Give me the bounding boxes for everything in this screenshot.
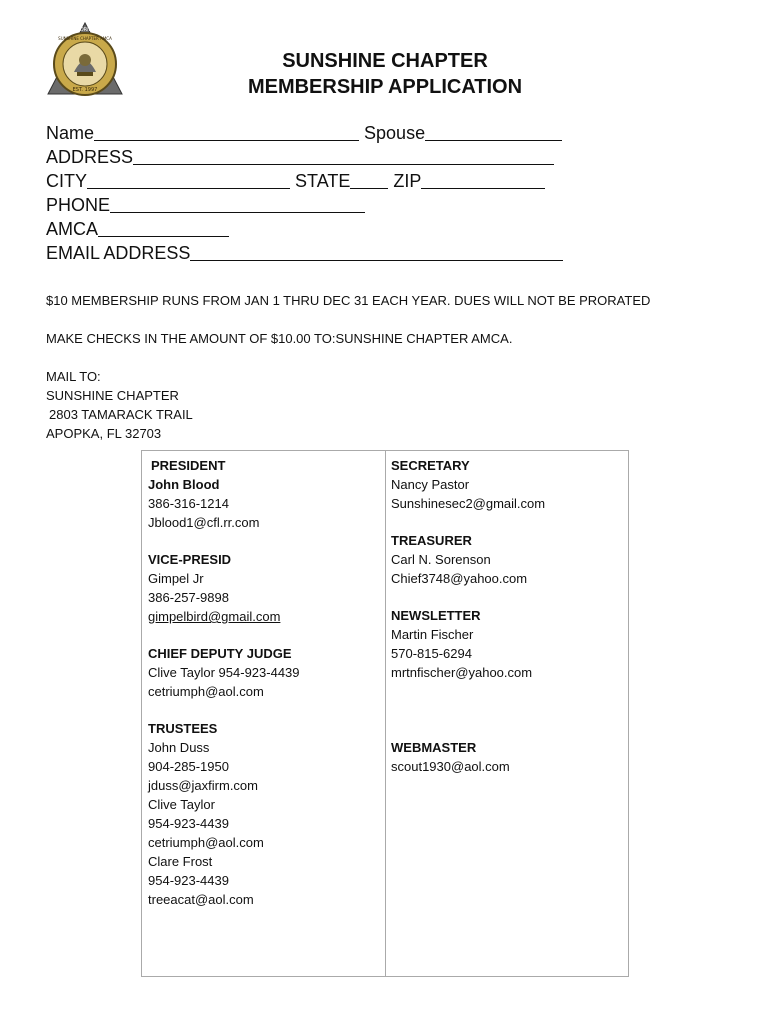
trustee-line: 954-923-4439 [148,816,229,831]
page-title: SUNSHINE CHAPTER [282,50,488,72]
president-name: John Blood [148,477,220,492]
vice-phone: 386-257-9898 [148,590,229,605]
secretary-title: SECRETARY [391,458,470,473]
state-field[interactable] [350,170,388,189]
judge-title: CHIEF DEPUTY JUDGE [148,646,292,661]
treasurer-title: TREASURER [391,533,472,548]
mail-line-3: APOPKA, FL 32703 [46,426,162,441]
zip-label: ZIP [393,171,422,191]
mail-line-2: 2803 TAMARACK TRAIL [49,407,193,422]
zip-field[interactable] [421,170,545,189]
email-field[interactable] [190,242,563,261]
newsletter-title: NEWSLETTER [391,608,481,623]
email-row [46,241,563,265]
name-field[interactable] [94,122,359,141]
trustee-line: Clare Frost [148,854,213,869]
newsletter-email: mrtnfischer@yahoo.com [391,665,533,680]
address-row [46,145,563,169]
president-phone: 386-316-1214 [148,496,229,511]
application-form [46,121,563,265]
phone-field[interactable] [110,194,365,213]
secretary-name: Nancy Pastor [391,477,470,492]
officers-table [141,450,629,977]
address-label: ADDRESS [46,147,134,167]
name-label: Name [46,123,95,143]
officers-right-column [391,456,545,776]
svg-text:EST. 1997: EST. 1997 [72,87,98,93]
vice-name: Gimpel Jr [148,571,204,586]
state-label: STATE [295,171,351,191]
svg-text:SUNSHINE CHAPTER AMCA: SUNSHINE CHAPTER AMCA [58,36,112,41]
city-row [46,169,563,193]
mail-to-label: MAIL TO: [46,369,101,384]
svg-text:FLORIDA: FLORIDA [74,27,96,33]
president-email: Jblood1@cfl.rr.com [148,515,260,530]
spouse-field[interactable] [425,122,562,141]
trustee-line: cetriumph@aol.com [148,835,264,850]
president-title: PRESIDENT [151,458,226,473]
address-field[interactable] [133,146,554,165]
amca-row [46,217,563,241]
webmaster-title: WEBMASTER [391,740,477,755]
checks-note: MAKE CHECKS IN THE AMOUNT OF $10.00 TO:SUNSHINE CHAPTER AMCA. [46,331,513,346]
email-label: EMAIL ADDRESS [46,243,191,263]
judge-email: cetriumph@aol.com [148,684,264,699]
vice-email-link[interactable]: gimpelbird@gmail.com [148,609,281,624]
name-row [46,121,563,145]
phone-label: PHONE [46,195,111,215]
trustees-title: TRUSTEES [148,721,218,736]
trustee-line: John Duss [148,740,210,755]
trustee-line: jduss@jaxfirm.com [148,778,258,793]
trustee-line: 904-285-1950 [148,759,229,774]
mail-to-address [46,367,193,443]
officers-left-column [148,456,300,909]
city-label: CITY [46,171,88,191]
phone-row [46,193,563,217]
dues-note: $10 MEMBERSHIP RUNS FROM JAN 1 THRU DEC 31 EACH YEAR. DUES WILL NOT BE PRORATED [46,293,651,308]
trustee-line: 954-923-4439 [148,873,229,888]
city-field[interactable] [87,170,290,189]
trustee-line: treeacat@aol.com [148,892,254,907]
column-divider [385,451,386,976]
amca-field[interactable] [98,218,229,237]
amca-label: AMCA [46,219,99,239]
judge-name-phone: Clive Taylor 954-923-4439 [148,665,300,680]
newsletter-phone: 570-815-6294 [391,646,472,661]
treasurer-name: Carl N. Sorenson [391,552,491,567]
trustee-line: Clive Taylor [148,797,215,812]
spouse-label: Spouse [364,123,426,143]
secretary-email: Sunshinesec2@gmail.com [391,496,546,511]
newsletter-name: Martin Fischer [391,627,474,642]
mail-line-1: SUNSHINE CHAPTER [46,388,179,403]
chapter-seal-icon [44,20,126,102]
webmaster-email: scout1930@aol.com [391,759,510,774]
treasurer-email: Chief3748@yahoo.com [391,571,528,586]
vice-title: VICE-PRESID [148,552,232,567]
page-subtitle: MEMBERSHIP APPLICATION [247,76,523,98]
